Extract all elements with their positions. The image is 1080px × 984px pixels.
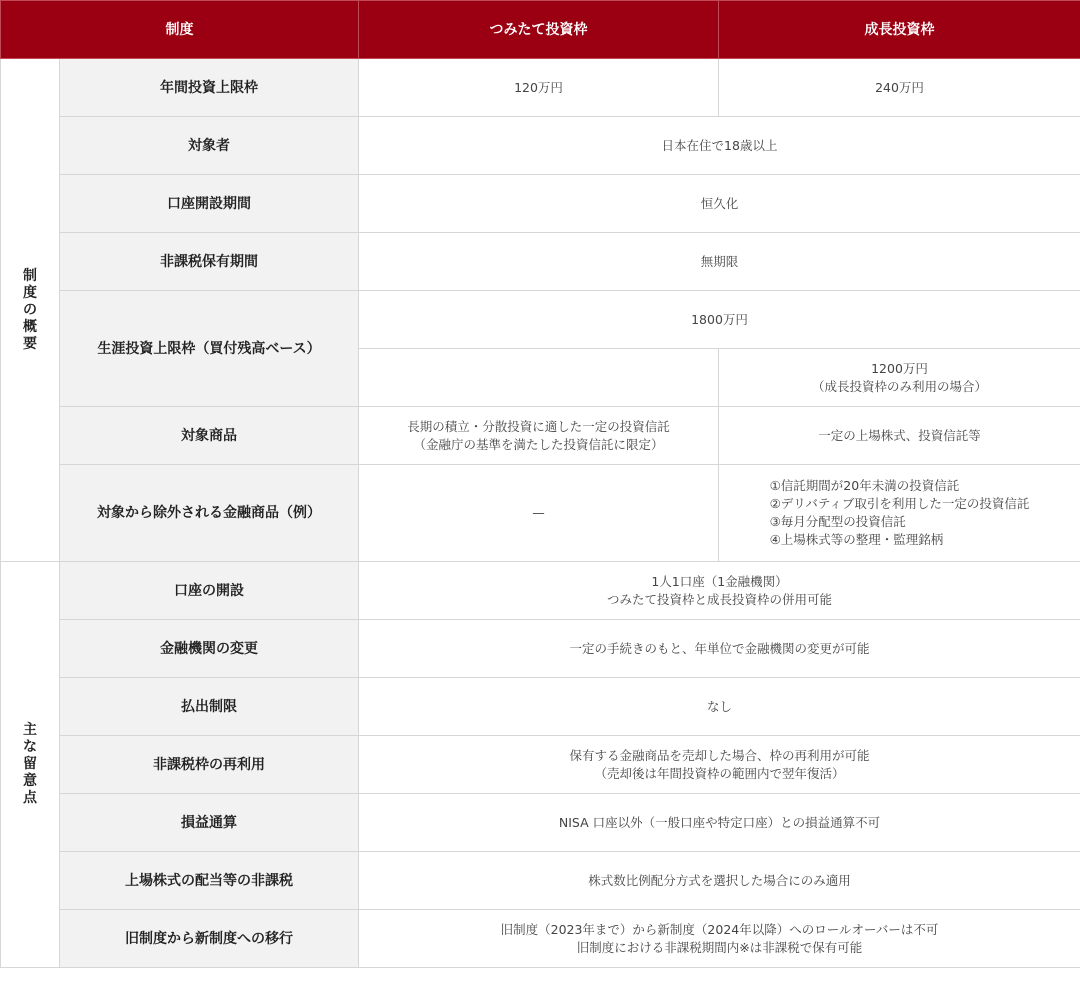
row-label-eligible: 対象者 (60, 117, 359, 175)
cell-annual-limit-growth: 240万円 (719, 59, 1080, 117)
cell-excluded-tsumitate: — (359, 465, 719, 562)
cell-lifetime-limit-blank (359, 349, 719, 407)
cell-lifetime-limit-total: 1800万円 (359, 291, 1080, 349)
table-row-account-period (1, 175, 1080, 233)
cell-opening (359, 562, 1080, 620)
table-row-change (1, 620, 1080, 678)
group-notes-label: 主な留意点 (23, 722, 37, 806)
row-label-annual-limit: 年間投資上限枠 (60, 59, 359, 117)
list-item: ②デリバティブ取引を利用した一定の投資信託 (769, 496, 1030, 511)
header-growth: 成長投資枠 (719, 1, 1080, 59)
row-label-products: 対象商品 (60, 407, 359, 465)
migration-line1: 旧制度（2023年まで）から新制度（2024年以降）へのロールオーバーは不可 (500, 921, 939, 937)
cell-lifetime-limit-growth (719, 349, 1080, 407)
header-tsumitate: つみたて投資枠 (359, 1, 719, 59)
cell-eligible: 日本在住で18歳以上 (359, 117, 1080, 175)
cell-annual-limit-tsumitate: 120万円 (359, 59, 719, 117)
row-label-account-period: 口座開設期間 (60, 175, 359, 233)
cell-products-growth: 一定の上場株式、投資信託等 (719, 407, 1080, 465)
cell-change: 一定の手続きのもと、年単位で金融機関の変更が可能 (359, 620, 1080, 678)
list-item: ①信託期間が20年未満の投資信託 (769, 478, 960, 493)
row-label-migration: 旧制度から新制度への移行 (60, 910, 359, 968)
table-row-withdrawal (1, 678, 1080, 736)
row-label-holding-period: 非課税保有期間 (60, 233, 359, 291)
list-item: ④上場株式等の整理・監理銘柄 (769, 532, 944, 547)
row-label-opening: 口座の開設 (60, 562, 359, 620)
cell-account-period: 恒久化 (359, 175, 1080, 233)
row-label-change: 金融機関の変更 (60, 620, 359, 678)
cell-excluded-growth (719, 465, 1080, 562)
excluded-growth-list (770, 477, 1030, 549)
reuse-line2: （売却後は年間投資枠の範囲内で翌年復活） (594, 765, 845, 781)
reuse-line1: 保有する金融商品を売却した場合、枠の再利用が可能 (569, 747, 870, 763)
table-row-migration (1, 910, 1080, 968)
cell-products-tsumitate (359, 407, 719, 465)
row-label-excluded: 対象から除外される金融商品（例） (60, 465, 359, 562)
row-label-dividends: 上場株式の配当等の非課税 (60, 852, 359, 910)
products-tsumitate-line1: 長期の積立・分散投資に適した一定の投資信託 (407, 418, 670, 434)
migration-line2: 旧制度における非課税期間内※は非課税で保有可能 (576, 939, 863, 955)
group-overview-label: 制度の概要 (23, 267, 37, 352)
table-row-excluded (1, 465, 1080, 562)
cell-dividends: 株式数比例配分方式を選択した場合にのみ適用 (359, 852, 1080, 910)
lifetime-growth-line1: 1200万円 (871, 360, 928, 376)
cell-reuse (359, 736, 1080, 794)
cell-holding-period: 無期限 (359, 233, 1080, 291)
row-label-reuse: 非課税枠の再利用 (60, 736, 359, 794)
lifetime-growth-line2: （成長投資枠のみ利用の場合） (811, 378, 987, 394)
table-row-holding-period (1, 233, 1080, 291)
row-label-loss-offset: 損益通算 (60, 794, 359, 852)
table-row-annual-limit (1, 59, 1080, 117)
table-row-products (1, 407, 1080, 465)
table-row-lifetime-limit (1, 291, 1080, 349)
cell-loss-offset: NISA 口座以外（一般口座や特定口座）との損益通算不可 (359, 794, 1080, 852)
table-row-loss-offset (1, 794, 1080, 852)
group-notes (1, 562, 60, 968)
cell-withdrawal: なし (359, 678, 1080, 736)
group-overview (1, 59, 60, 562)
opening-line1: 1人1口座（1金融機関） (651, 573, 788, 589)
table-row-eligible (1, 117, 1080, 175)
row-label-withdrawal: 払出制限 (60, 678, 359, 736)
row-label-lifetime-limit: 生涯投資上限枠（買付残高ベース） (60, 291, 359, 407)
table-row-reuse (1, 736, 1080, 794)
products-tsumitate-line2: （金融庁の基準を満たした投資信託に限定） (413, 436, 664, 452)
table-row-dividends (1, 852, 1080, 910)
header-row (1, 1, 1080, 59)
table-row-opening (1, 562, 1080, 620)
header-system: 制度 (1, 1, 359, 59)
opening-line2: つみたて投資枠と成長投資枠の併用可能 (606, 591, 832, 607)
cell-migration (359, 910, 1080, 968)
list-item: ③毎月分配型の投資信託 (769, 514, 906, 529)
